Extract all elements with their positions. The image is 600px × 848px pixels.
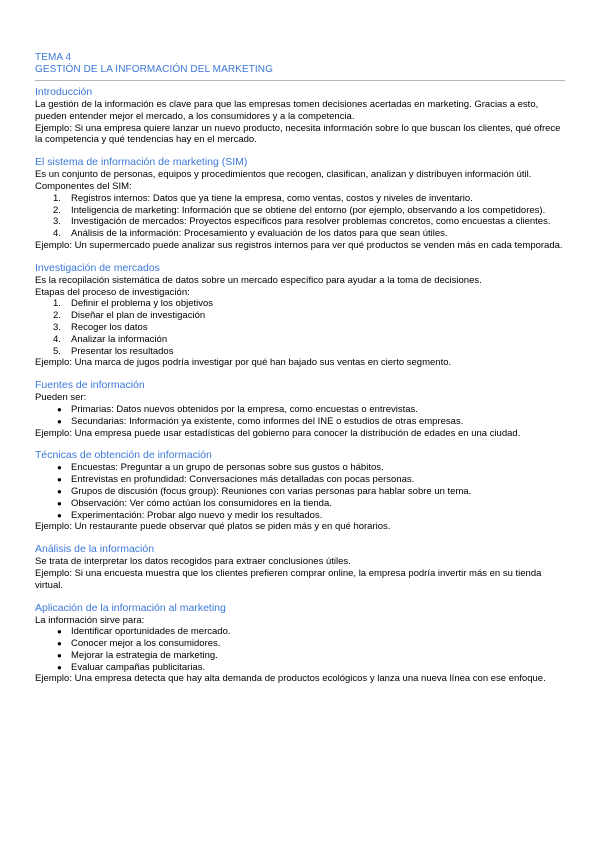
- list-item-text: Evaluar campañas publicitarias.: [71, 661, 206, 673]
- list-item: [35, 346, 565, 358]
- title-line-2: GESTIÓN DE LA INFORMACIÓN DEL MARKETING: [35, 63, 274, 75]
- paragraph: Se trata de interpretar los datos recogidos para extraer conclusiones útiles.: [35, 556, 351, 568]
- paragraph: Es un conjunto de personas, equipos y procedimientos que recogen, clasifican, analizan y distribuyen información útil.: [35, 169, 532, 181]
- bullet-icon: ●: [57, 463, 62, 473]
- section-tecnicas: [35, 449, 565, 533]
- list-number: 2.: [53, 204, 61, 216]
- bullet-list: [35, 626, 565, 673]
- list-item-text: Mejorar la estrategia de marketing.: [71, 649, 218, 661]
- section-heading: El sistema de información de marketing (SIM): [35, 156, 248, 169]
- list-item: [35, 474, 565, 486]
- numbered-list: [35, 193, 565, 240]
- section-fuentes: [35, 379, 565, 439]
- list-item-text: Recoger los datos: [71, 321, 148, 333]
- list-item: [35, 216, 565, 228]
- section-heading: Técnicas de obtención de información: [35, 449, 212, 462]
- list-number: 4.: [53, 333, 61, 345]
- list-item: [35, 205, 565, 217]
- paragraph: Etapas del proceso de investigación:: [35, 286, 190, 298]
- list-item: [35, 334, 565, 346]
- list-item: [35, 322, 565, 334]
- bullet-icon: ●: [57, 416, 62, 426]
- bullet-icon: ●: [57, 404, 62, 414]
- list-number: 5.: [53, 345, 61, 357]
- list-item-text: Análisis de la información: Procesamiento y evaluación de los datos para que sean útiles.: [71, 228, 448, 240]
- document-title: [35, 52, 565, 75]
- paragraph: La gestión de la información es clave para que las empresas tomen decisiones acertadas en marketing. Gracias a esto, pueden entender mejor el mercado, a los consumidores y a la competencia.: [35, 99, 539, 122]
- list-item: [35, 486, 565, 498]
- section-heading: Investigación de mercados: [35, 261, 160, 274]
- list-item-text: Registros internos: Datos que ya tiene la empresa, como ventas, costos y niveles de inventario.: [71, 192, 473, 204]
- bullet-icon: ●: [57, 650, 62, 660]
- list-item-text: Diseñar el plan de investigación: [71, 310, 206, 322]
- example-paragraph: Ejemplo: Una empresa detecta que hay alta demanda de productos ecológicos y lanza una nueva línea con ese enfoque.: [35, 673, 546, 685]
- list-item-text: Inteligencia de marketing: Información que se obtiene del entorno (por ejemplo, observando a los competidores).: [71, 204, 546, 216]
- list-item-text: Conocer mejor a los consumidores.: [71, 638, 221, 650]
- list-number: 4.: [53, 228, 61, 240]
- list-item: [35, 228, 565, 240]
- list-item: [35, 662, 565, 674]
- bullet-icon: ●: [57, 662, 62, 672]
- list-number: 3.: [53, 216, 61, 228]
- section-heading: Análisis de la información: [35, 543, 155, 556]
- list-number: 3.: [53, 321, 61, 333]
- section-heading: Introducción: [35, 86, 93, 98]
- list-item: [35, 638, 565, 650]
- list-number: 1.: [53, 192, 61, 204]
- section-intro: [35, 86, 565, 146]
- list-number: 1.: [53, 298, 61, 310]
- list-item-text: Analizar la información: [71, 333, 168, 345]
- section-sim: [35, 156, 565, 252]
- section-aplicacion: [35, 602, 565, 686]
- list-item-text: Investigación de mercados: Proyectos específicos para resolver problemas concretos, como encuestas a clientes.: [71, 216, 551, 228]
- list-item-text: Grupos de discusión (focus group): Reuniones con varias personas para hablar sobre un tema.: [71, 485, 472, 497]
- section-analisis: [35, 543, 565, 591]
- list-item: [35, 626, 565, 638]
- list-item-text: Definir el problema y los objetivos: [71, 298, 214, 310]
- section-heading: Aplicación de la información al marketing: [35, 601, 226, 614]
- example-paragraph: Ejemplo: Un restaurante puede observar qué platos se piden más y en qué horarios.: [35, 521, 391, 533]
- list-item: [35, 510, 565, 522]
- example-paragraph: Ejemplo: Una empresa puede usar estadísticas del gobierno para conocer la distribución de edades en una ciudad.: [35, 427, 521, 439]
- paragraph: Pueden ser:: [35, 392, 87, 404]
- list-item-text: Observación: Ver cómo actúan los consumidores en la tienda.: [71, 497, 332, 509]
- example-paragraph: Ejemplo: Un supermercado puede analizar sus registros internos para ver qué productos se venden más en cada temporada.: [35, 239, 563, 251]
- paragraph: Componentes del SIM:: [35, 180, 132, 192]
- section-heading: Fuentes de información: [35, 379, 145, 392]
- list-item-text: Entrevistas en profundidad: Conversaciones más detalladas con pocas personas.: [71, 474, 415, 486]
- bullet-list: [35, 404, 565, 428]
- bullet-icon: ●: [57, 486, 62, 496]
- example-paragraph: Ejemplo: Si una encuesta muestra que los clientes prefieren comprar online, la empresa podría invertir más en su tienda virtual.: [35, 567, 542, 591]
- list-item-text: Secundarias: Información ya existente, como informes del INE o estudios de otras empresas.: [71, 415, 464, 427]
- title-line-1: TEMA 4: [35, 52, 72, 63]
- list-item-text: Primarias: Datos nuevos obtenidos por la empresa, como encuestas o entrevistas.: [71, 403, 418, 415]
- example-paragraph: Ejemplo: Si una empresa quiere lanzar un nuevo producto, necesita información sobre lo que buscan los clientes, qué ofrece la competencia y qué tendencias hay en el mercado.: [35, 122, 561, 146]
- list-item-text: Presentar los resultados: [71, 345, 174, 357]
- list-item: [35, 416, 565, 428]
- list-item: [35, 462, 565, 474]
- numbered-list: [35, 298, 565, 357]
- list-item: [35, 193, 565, 205]
- list-item: [35, 650, 565, 662]
- list-item: [35, 498, 565, 510]
- list-item-text: Encuestas: Preguntar a un grupo de personas sobre sus gustos o hábitos.: [71, 462, 384, 474]
- bullet-icon: ●: [57, 498, 62, 508]
- bullet-icon: ●: [57, 639, 62, 649]
- section-investigacion: [35, 262, 565, 369]
- document-page: [35, 52, 565, 685]
- title-divider: [35, 80, 565, 81]
- paragraph: Es la recopilación sistemática de datos sobre un mercado específico para ayudar a la toma de decisiones.: [35, 274, 482, 286]
- example-paragraph: Ejemplo: Una marca de jugos podría investigar por qué han bajado sus ventas en cierto segmento.: [35, 357, 452, 369]
- bullet-icon: ●: [57, 627, 62, 637]
- bullet-icon: ●: [57, 510, 62, 520]
- bullet-list: [35, 462, 565, 521]
- paragraph: La información sirve para:: [35, 614, 145, 626]
- list-item-text: Experimentación: Probar algo nuevo y medir los resultados.: [71, 509, 323, 521]
- bullet-icon: ●: [57, 475, 62, 485]
- list-item-text: Identificar oportunidades de mercado.: [71, 626, 231, 638]
- list-item: [35, 404, 565, 416]
- list-item: [35, 310, 565, 322]
- list-item: [35, 298, 565, 310]
- list-number: 2.: [53, 310, 61, 322]
